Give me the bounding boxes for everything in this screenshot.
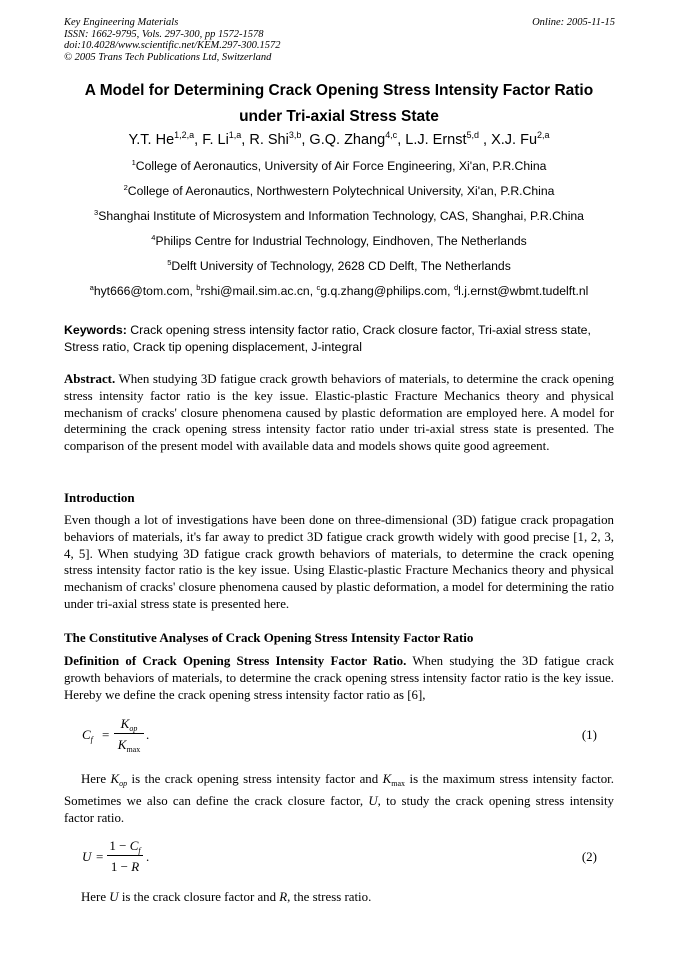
email: $^a$hyt666@tom.com: [89, 282, 190, 298]
abstract: [64, 371, 614, 455]
affiliation: $^5$Delft University of Technology, 2628 CD Delft, The Netherlands: [167, 257, 511, 273]
author: G.Q. Zhang$^{4,c}$: [309, 130, 398, 148]
author: L.J. Ernst$^{5,d}$: [405, 130, 479, 148]
eq1-number: (1): [581, 727, 597, 742]
author: Y.T. He$^{1,2,a}$: [128, 130, 195, 148]
email-list: $^a$hyt666@tom.com, $^b$rshi@mail.sim.ac.cn, $^c$g.q.zhang@philips.com, $^d$l.j.ernst@wbmt.tudelft.nl: [89, 282, 589, 298]
eq1-period: .: [146, 727, 150, 742]
section-heading-constitutive: The Constitutive Analyses of Crack Opening Stress Intensity Factor Ratio: [64, 630, 474, 645]
paragraph-kop-definition: Here $K_{op}$ is the crack opening stress intensity factor and $K_{max}$ is the maximum stress intensity factor. Sometimes we also can define the crack closure factor, U, to study the crack opening stress intensity factor ratio.: [64, 772, 614, 825]
author: R. Shi$^{3,b}$: [249, 130, 302, 148]
journal-copyright: © 2005 Trans Tech Publications Ltd, Switzerland: [64, 51, 272, 63]
online-date: Online: 2005-11-15: [532, 17, 615, 28]
eq2-lhs: U: [82, 849, 92, 864]
section-heading-introduction: Introduction: [64, 490, 135, 505]
journal-doi: doi:10.4028/www.scientific.net/KEM.297-300.1572: [64, 40, 281, 51]
eq2-equals: =: [96, 849, 104, 864]
email: $^d$l.j.ernst@wbmt.tudelft.nl: [453, 282, 589, 298]
author: F. Li$^{1,a}$: [202, 130, 242, 148]
author-list: Y.T. He$^{1,2,a}$, F. Li$^{1,a}$, R. Shi$^{3,b}$, G.Q. Zhang$^{4,c}$, L.J. Ernst$^{5,d}$ , X.J. Fu$^{2,a}$: [128, 130, 550, 148]
journal-issn: ISSN: 1662-9795, Vols. 297-300, pp 1572-1578: [64, 28, 264, 40]
eq2-number: (2): [581, 849, 597, 864]
subsection-heading: Definition of Crack Opening Stress Intensity Factor Ratio.: [64, 654, 407, 668]
affiliation: $^4$Philips Centre for Industrial Technology, Eindhoven, The Netherlands: [151, 232, 527, 248]
affiliation: $^2$College of Aeronautics, Northwestern Polytechnical University, Xi'an, P.R.China: [123, 182, 555, 198]
paragraph-u-definition: Here U is the crack closure factor and R, the stress ratio.: [81, 890, 372, 904]
keywords-label: Keywords:: [64, 323, 127, 337]
affiliation: $^3$Shanghai Institute of Microsystem and Information Technology, CAS, Shanghai, P.R.China: [94, 207, 584, 223]
email: $^b$rshi@mail.sim.ac.cn: [196, 282, 310, 298]
eq1-lhs: $C_f$: [82, 727, 93, 744]
email: $^c$g.q.zhang@philips.com: [316, 282, 448, 298]
abstract-label: Abstract.: [64, 372, 116, 386]
eq1-denominator: $K_{max}$: [117, 737, 141, 754]
definition-paragraph: Definition of Crack Opening Stress Intensity Factor Ratio. When studying the 3D fatigue crack growth behaviors of materials, to determine the crack opening stress intensity factor ratio is the key issue. Hereby we define the crack opening stress intensity factor ratio as [6],: [64, 654, 614, 702]
eq1-numerator: $K_{op}$: [120, 716, 138, 733]
journal-name: Key Engineering Materials: [64, 17, 179, 28]
paper-title-line-1: A Model for Determining Crack Opening Stress Intensity Factor Ratio: [84, 82, 594, 99]
journal-info: [64, 17, 281, 63]
paper-title-line-2: under Tri-axial Stress State: [239, 108, 439, 125]
eq1-fraction-bar: [114, 733, 144, 734]
keywords: [64, 322, 615, 356]
eq2-fraction-bar: [107, 855, 143, 856]
affiliation: $^1$College of Aeronautics, University of Air Force Engineering, Xi'an, P.R.China: [131, 157, 547, 173]
eq2-denominator: 1 − R: [110, 859, 140, 874]
author: X.J. Fu$^{2,a}$: [491, 130, 550, 148]
abstract-text: When studying 3D fatigue crack growth behaviors of materials, to determine the crack opening stress intensity factor ratio is the key issue. Elastic-plastic Fracture Mechanics theory and physical mechanism of cracks' closure phenomena caused by plastic deformation are employed here. A model for determining the crack opening stress intensity factor ratio under tri-axial stress state is presented. The comparison of the present model with available data and models shows quite good agreement.: [64, 372, 614, 454]
eq1-equals: =: [102, 727, 110, 742]
introduction-text: Even though a lot of investigations have been done on three-dimensional (3D) fatigue crack propagation behaviors of materials, it's far away to predict 3D fatigue crack growth widely with good precise [1, 2, 3, 4, 5]. When studying 3D fatigue crack growth behaviors of materials, to determine the crack opening stress intensity factor ratio is the key issue. Using Elastic-plastic Fracture Mechanics theory and physical mechanism of cracks' closure phenomena caused by plastic deformation, a model for determining the ratio under tri-axial stress state is presented here.: [64, 513, 614, 611]
eq2-numerator: $1 - C_f$: [109, 838, 141, 855]
keywords-text: Crack opening stress intensity factor ratio, Crack closure factor, Tri-axial stress state, Stress ratio, Crack tip opening displacement, J-integral: [64, 323, 591, 354]
eq2-period: .: [146, 849, 150, 864]
